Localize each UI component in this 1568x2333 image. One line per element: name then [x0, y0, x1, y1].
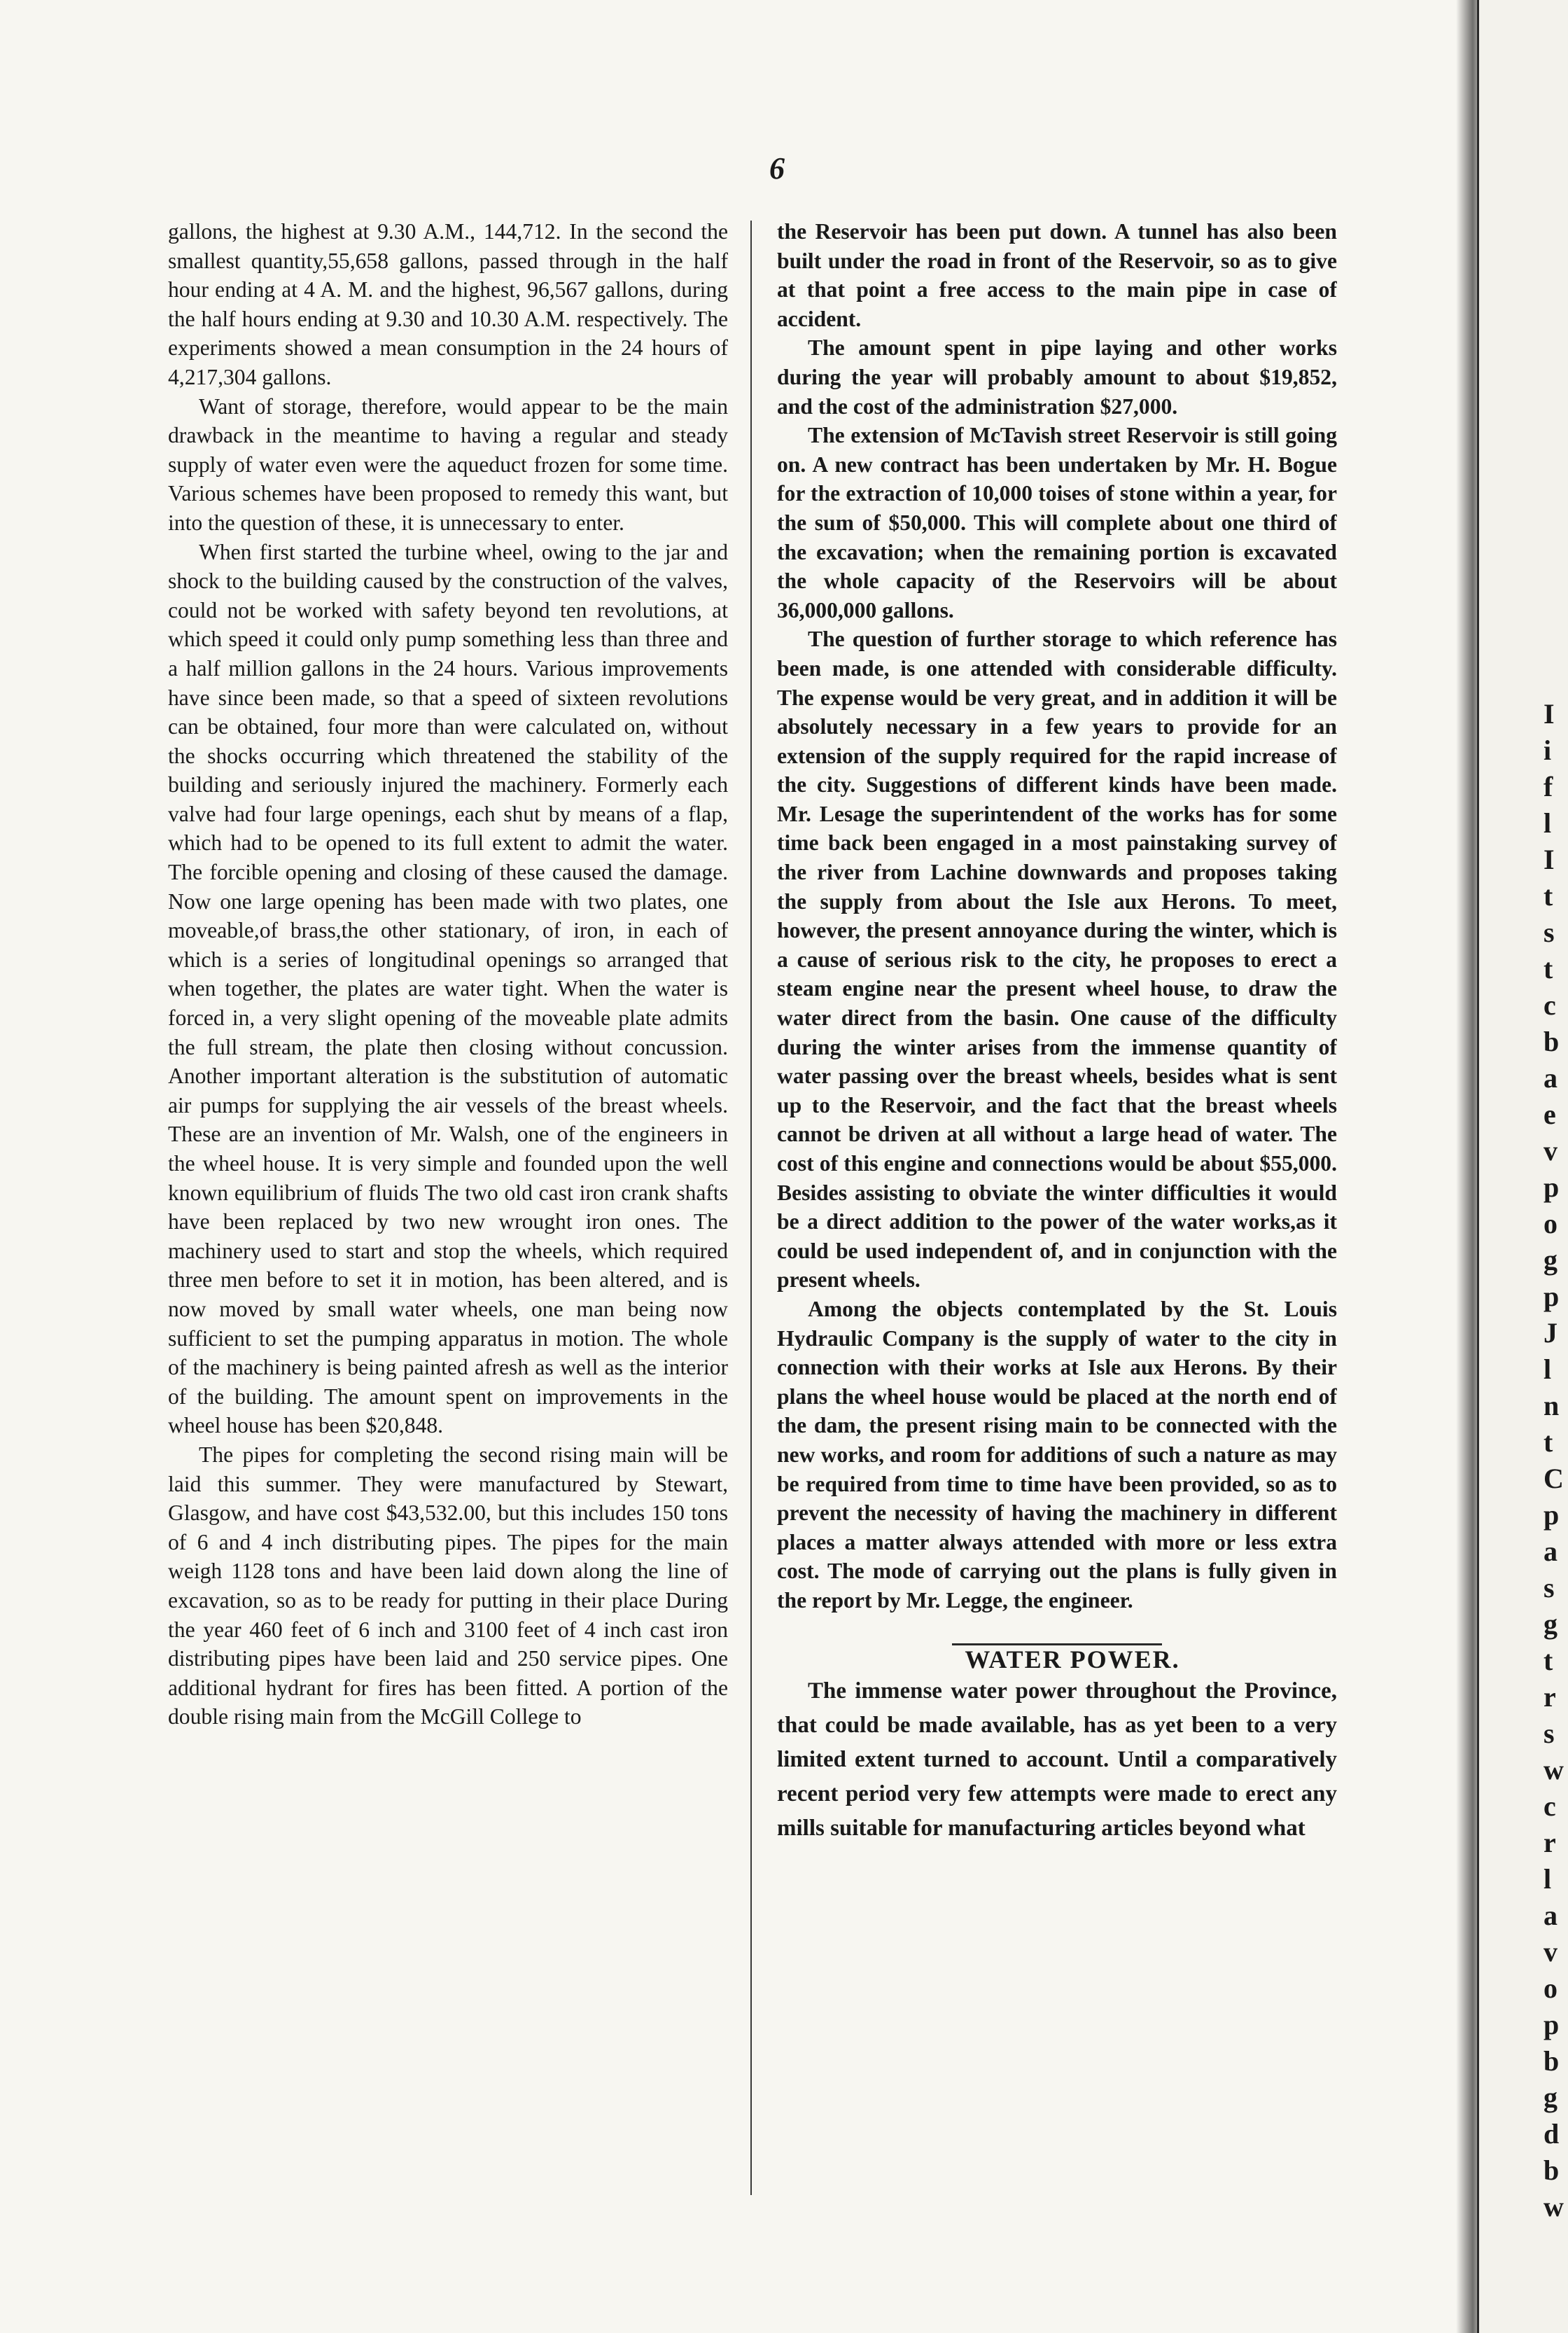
right-paragraph-4: The question of further storage to which reference has been made, is one attended with considerable difficulty. The expense would be very great, and in addition it will be absolutely necessary in a few years to provide for an extension of the supply required for the rapid increase of the city. Suggestions of different kinds have been made. Mr. Lesage the superintendent of the works has for some time back been engaged in a most painstaking survey of the river from Lachine downwards and proposes taking the supply from about the Isle aux Herons. To meet, however, the present annoyance during the winter, which is a cause of serious risk to the city, he proposes to erect a steam engine near the present wheel house, to draw the water direct from the basin. One cause of the difficulty during the winter arises from the immense quantity of water passing over the breast wheels, besides what is sent up to the Reservoir, and the fact that the breast wheels cannot be driven at all without a large head of water. The cost of this engine and connections would be about $55,000. Besides assisting to obviate the winter difficulties it would be a direct addition to the power of the water works,as it could be used independent of, and in conjunction with the present wheels. [777, 627, 1337, 1293]
right-paragraph-5: Among the objects contemplated by the St. Louis Hydraulic Company is the supply of water to the city in connection with their works at Isle aux Herons. By their plans the wheel house would be placed at the north end of the dam, the present rising main to be connected with the new works, and room for additions of such a nature as may be required from time to time have been provided, so as to prevent the necessity of having the machinery in different places a matter always attended with more or less extra cost. The mode of carrying out the plans is fully given in the report by Mr. Legge, the engineer. [777, 1296, 1337, 1613]
adjacent-page-letter: l [1544, 1353, 1552, 1385]
adjacent-page-letter: a [1544, 1062, 1558, 1094]
adjacent-page-letter: s [1544, 1572, 1555, 1603]
adjacent-page-letter: w [1544, 2191, 1564, 2222]
right-paragraph-2: The amount spent in pipe laying and other works during the year will probably amount to about $19,852, and the cost of the administration $27,000. [777, 335, 1337, 419]
adjacent-page-letter: l [1544, 807, 1552, 839]
adjacent-page-letter: J [1544, 1317, 1558, 1349]
adjacent-page-letter: w [1544, 1754, 1564, 1785]
adjacent-page-letter: p [1544, 1171, 1560, 1203]
adjacent-page-letter: I [1544, 844, 1555, 875]
right-paragraph-3: The extension of McTavish street Reservoir is still going on. A new contract has been undertaken by Mr. H. Bogue for the extraction of 10,000 toises of stone within a year, for the sum of $50,000. This will complete about one third of the excavation; when the remaining portion is excavated the whole capacity of the Reservoirs will be about 36,000,000 gallons. [777, 423, 1337, 622]
adjacent-page-letter: i [1544, 734, 1552, 766]
adjacent-page-letter: o [1544, 1972, 1558, 2004]
adjacent-page-letter: a [1544, 1535, 1558, 1567]
adjacent-page-letter: t [1544, 880, 1553, 912]
adjacent-page-letter: C [1544, 1463, 1564, 1494]
adjacent-page-letter: p [1544, 1499, 1560, 1531]
adjacent-page-letter: t [1544, 1645, 1553, 1676]
adjacent-page-letter: s [1544, 917, 1555, 948]
adjacent-page-letter: b [1544, 1026, 1560, 1057]
adjacent-page-letter: c [1544, 1790, 1556, 1822]
adjacent-page-letter: n [1544, 1390, 1560, 1421]
adjacent-page-letter: I [1544, 698, 1555, 730]
adjacent-page-letter: v [1544, 1135, 1558, 1166]
left-paragraph-3: When first started the turbine wheel, owing to the jar and shock to the building caused by the construction of the valves, could not be worked with safety beyond ten revolutions, at which speed it could only pump something less than three and a half million gallons in the 24 hours. Various improvements have since been made, so that a speed of sixteen revolutions can be obtained, four more than were calculated on, without the shocks occurring which threatened the stability of the building and seriously injured the machinery. Formerly each valve had four large openings, each shut by means of a flap, which had to be opened to its full extent to admit the water. The forcible opening and closing of these caused the damage. Now one large opening has been made with two plates, one moveable,of brass,the other stationary, of iron, in each of which is a series of longitudinal openings so arranged that when together, the plates are water tight. When the water is forced in, a very slight opening of the moveable plate admits the full stream, the plate then closing without concussion. Another important alteration is the substitution of automatic air pumps for supplying the air vessels of the breast wheels. These are an invention of Mr. Walsh, one of the engineers in the wheel house. It is very simple and founded upon the well known equilibrium of fluids The two old cast iron crank shafts have been replaced by two new wrought iron ones. The machinery used to start and stop the wheels, which required three men before to set it in motion, has been altered, and is now moved by small water wheels, one man being now sufficient to set the pumping apparatus in motion. The whole of the machinery is being painted afresh as well as the interior of the building. The amount spent on improvements in the wheel house has been $20,848. [168, 539, 728, 1438]
adjacent-page-letter: f [1544, 771, 1553, 802]
adjacent-page-letter: b [1544, 2045, 1560, 2077]
left-paragraph-2: Want of storage, therefore, would appear to be the main drawback in the meantime to having a regular and steady supply of water even were the aqueduct frozen for some time. Various schemes have been proposed to remedy this want, but into the question of these, it is unnecessary to enter. [168, 394, 728, 535]
adjacent-page-letter: g [1544, 1608, 1558, 1640]
left-paragraph-4: The pipes for completing the second rising main will be laid this summer. They were manufactured by Stewart, Glasgow, and have cost $43,532.00, but this includes 150 tons of 6 and 4 inch distributing pipes. The pipes for the main weigh 1128 tons and have been laid down along the line of excavation, so as to be ready for putting in their place During the year 460 feet of 6 inch and 3100 feet of 4 inch cast iron distributing pipes have been laid and 250 service pipes. One additional hydrant for fires has been fitted. A portion of the double rising main from the McGill College to [168, 1442, 728, 1729]
adjacent-page-letter: r [1544, 1827, 1556, 1858]
right-column [777, 217, 1337, 2213]
adjacent-page-letter: p [1544, 2009, 1560, 2040]
adjacent-page-letter: s [1544, 1718, 1555, 1749]
water-power-paragraph: The immense water power throughout the Province, that could be made available, has as yet been to a very limited extent turned to account. Until a comparatively recent period very few attempts were made to erect any mills suitable for manufacturing articles beyond what [777, 1678, 1337, 1841]
adjacent-page-letter: t [1544, 953, 1553, 984]
adjacent-page-letter: v [1544, 1936, 1558, 1968]
adjacent-page-letter: o [1544, 1208, 1558, 1239]
adjacent-page-letter: l [1544, 1863, 1552, 1895]
adjacent-page-letter: e [1544, 1099, 1556, 1130]
column-divider [750, 221, 752, 2195]
adjacent-page-letter: c [1544, 989, 1556, 1021]
adjacent-page-letter: b [1544, 2154, 1560, 2186]
adjacent-page-letter: p [1544, 1281, 1560, 1312]
adjacent-page-letter: a [1544, 1900, 1558, 1931]
right-paragraph-1: the Reservoir has been put down. A tunnel has also been built under the road in front of the Reservoir, so as to give at that point a free access to the main pipe in case of accident. [777, 219, 1337, 331]
page-number: 6 [769, 151, 785, 186]
adjacent-page-letter: t [1544, 1426, 1553, 1458]
adjacent-page-letter: g [1544, 2082, 1558, 2113]
left-column [168, 217, 728, 2213]
adjacent-page-letter: r [1544, 1681, 1556, 1713]
left-paragraph-1: gallons, the highest at 9.30 A.M., 144,712. In the second the smallest quantity,55,658 gallons, passed through in the half hour ending at 4 A. M. and the highest, 96,567 gallons, during the half hours ending at 9.30 and 10.30 A.M. respectively. The experiments showed a mean consumption in the 24 hours of 4,217,304 gallons. [168, 219, 728, 389]
adjacent-page-letter: g [1544, 1244, 1558, 1276]
section-heading-water-power: WATER POWER. [965, 1645, 1180, 1673]
adjacent-page-letter: d [1544, 2118, 1560, 2150]
